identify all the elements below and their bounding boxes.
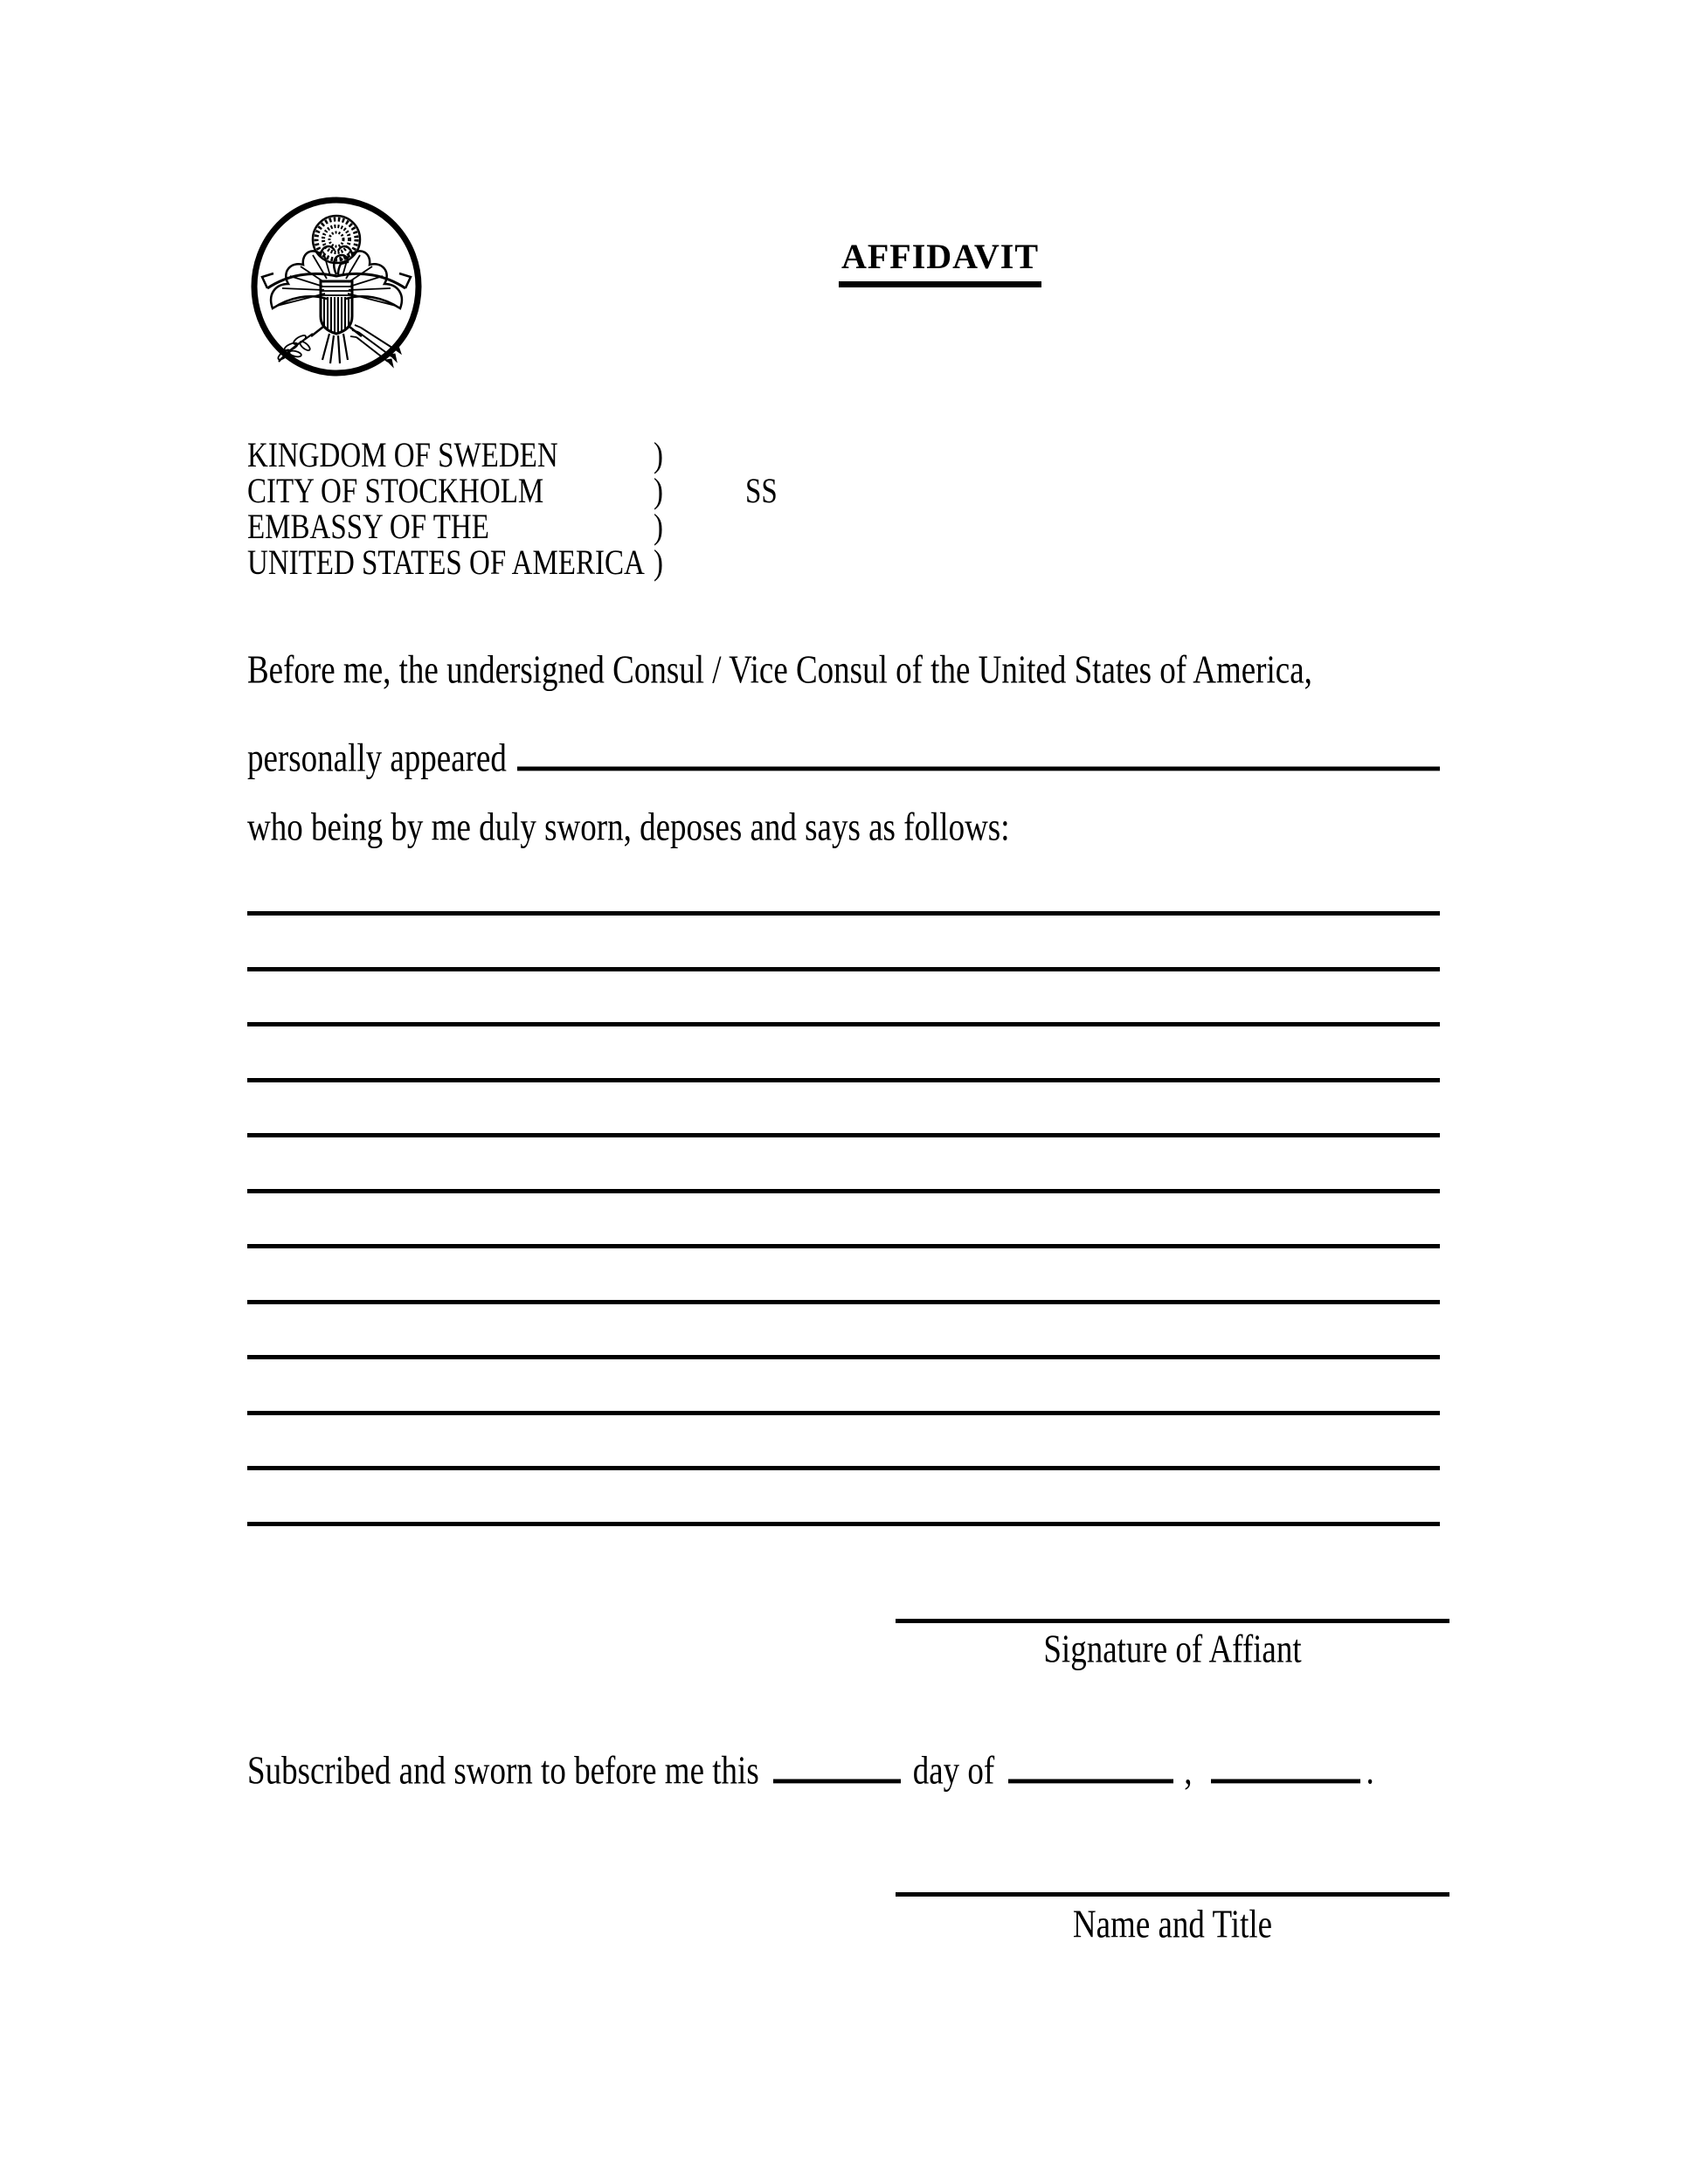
venue-paren: ) xyxy=(654,508,663,547)
deposition-line[interactable] xyxy=(247,1522,1440,1526)
venue-label: CITY OF STOCKHOLM xyxy=(247,473,544,511)
deposition-line[interactable] xyxy=(247,911,1440,916)
deposition-line[interactable] xyxy=(247,1466,1440,1470)
period-text: . xyxy=(1366,1749,1374,1794)
venue-label: UNITED STATES OF AMERICA xyxy=(247,544,645,583)
deposition-line[interactable] xyxy=(247,1244,1440,1248)
name-title-caption: Name and Title xyxy=(1072,1903,1273,1947)
deposition-line[interactable] xyxy=(247,1133,1440,1137)
sworn-text: who being by me duly sworn, deposes and says as follows: xyxy=(247,805,1010,850)
venue-paren: ) xyxy=(654,473,663,511)
name-title-line[interactable] xyxy=(896,1892,1449,1897)
venue-paren: ) xyxy=(654,544,663,583)
shield xyxy=(321,281,352,334)
venue-label: EMBASSY OF THE xyxy=(247,508,489,547)
appeared-name-field[interactable] xyxy=(517,730,1440,771)
deposition-line[interactable] xyxy=(247,1022,1440,1026)
year-field[interactable] xyxy=(1211,1743,1360,1783)
deposition-line[interactable] xyxy=(247,1300,1440,1304)
affiant-signature-caption: Signature of Affiant xyxy=(1043,1628,1302,1672)
venue-row xyxy=(247,544,778,583)
venue-row xyxy=(247,508,778,547)
deposition-line[interactable] xyxy=(247,967,1440,971)
venue-ss-label: SS xyxy=(745,473,778,511)
subscribed-prefix: Subscribed and sworn to before me this xyxy=(247,1749,759,1794)
venue-row xyxy=(247,437,778,473)
comma-text: , xyxy=(1184,1749,1193,1794)
venue-block xyxy=(247,437,778,583)
venue-paren: ) xyxy=(654,437,663,475)
subscribed-row xyxy=(247,1743,1374,1794)
day-field[interactable] xyxy=(773,1743,901,1783)
venue-row xyxy=(247,473,778,511)
document-title: AFFIDAVIT xyxy=(839,236,1041,287)
personally-appeared-row xyxy=(247,730,1440,781)
intro-text: Before me, the undersigned Consul / Vice Consul of the United States of America, xyxy=(247,648,1312,693)
personally-appeared-label: personally appeared xyxy=(247,736,507,781)
deposition-line[interactable] xyxy=(247,1355,1440,1359)
deposition-line[interactable] xyxy=(247,1078,1440,1082)
day-of-label: day of xyxy=(912,1749,995,1794)
deposition-line[interactable] xyxy=(247,1189,1440,1193)
affiant-signature-line[interactable] xyxy=(896,1619,1449,1623)
deposition-line[interactable] xyxy=(247,1411,1440,1415)
great-seal-icon xyxy=(250,196,423,377)
deposition-lines xyxy=(247,911,1440,1531)
venue-label: KINGDOM OF SWEDEN xyxy=(247,437,558,475)
month-field[interactable] xyxy=(1008,1743,1173,1783)
